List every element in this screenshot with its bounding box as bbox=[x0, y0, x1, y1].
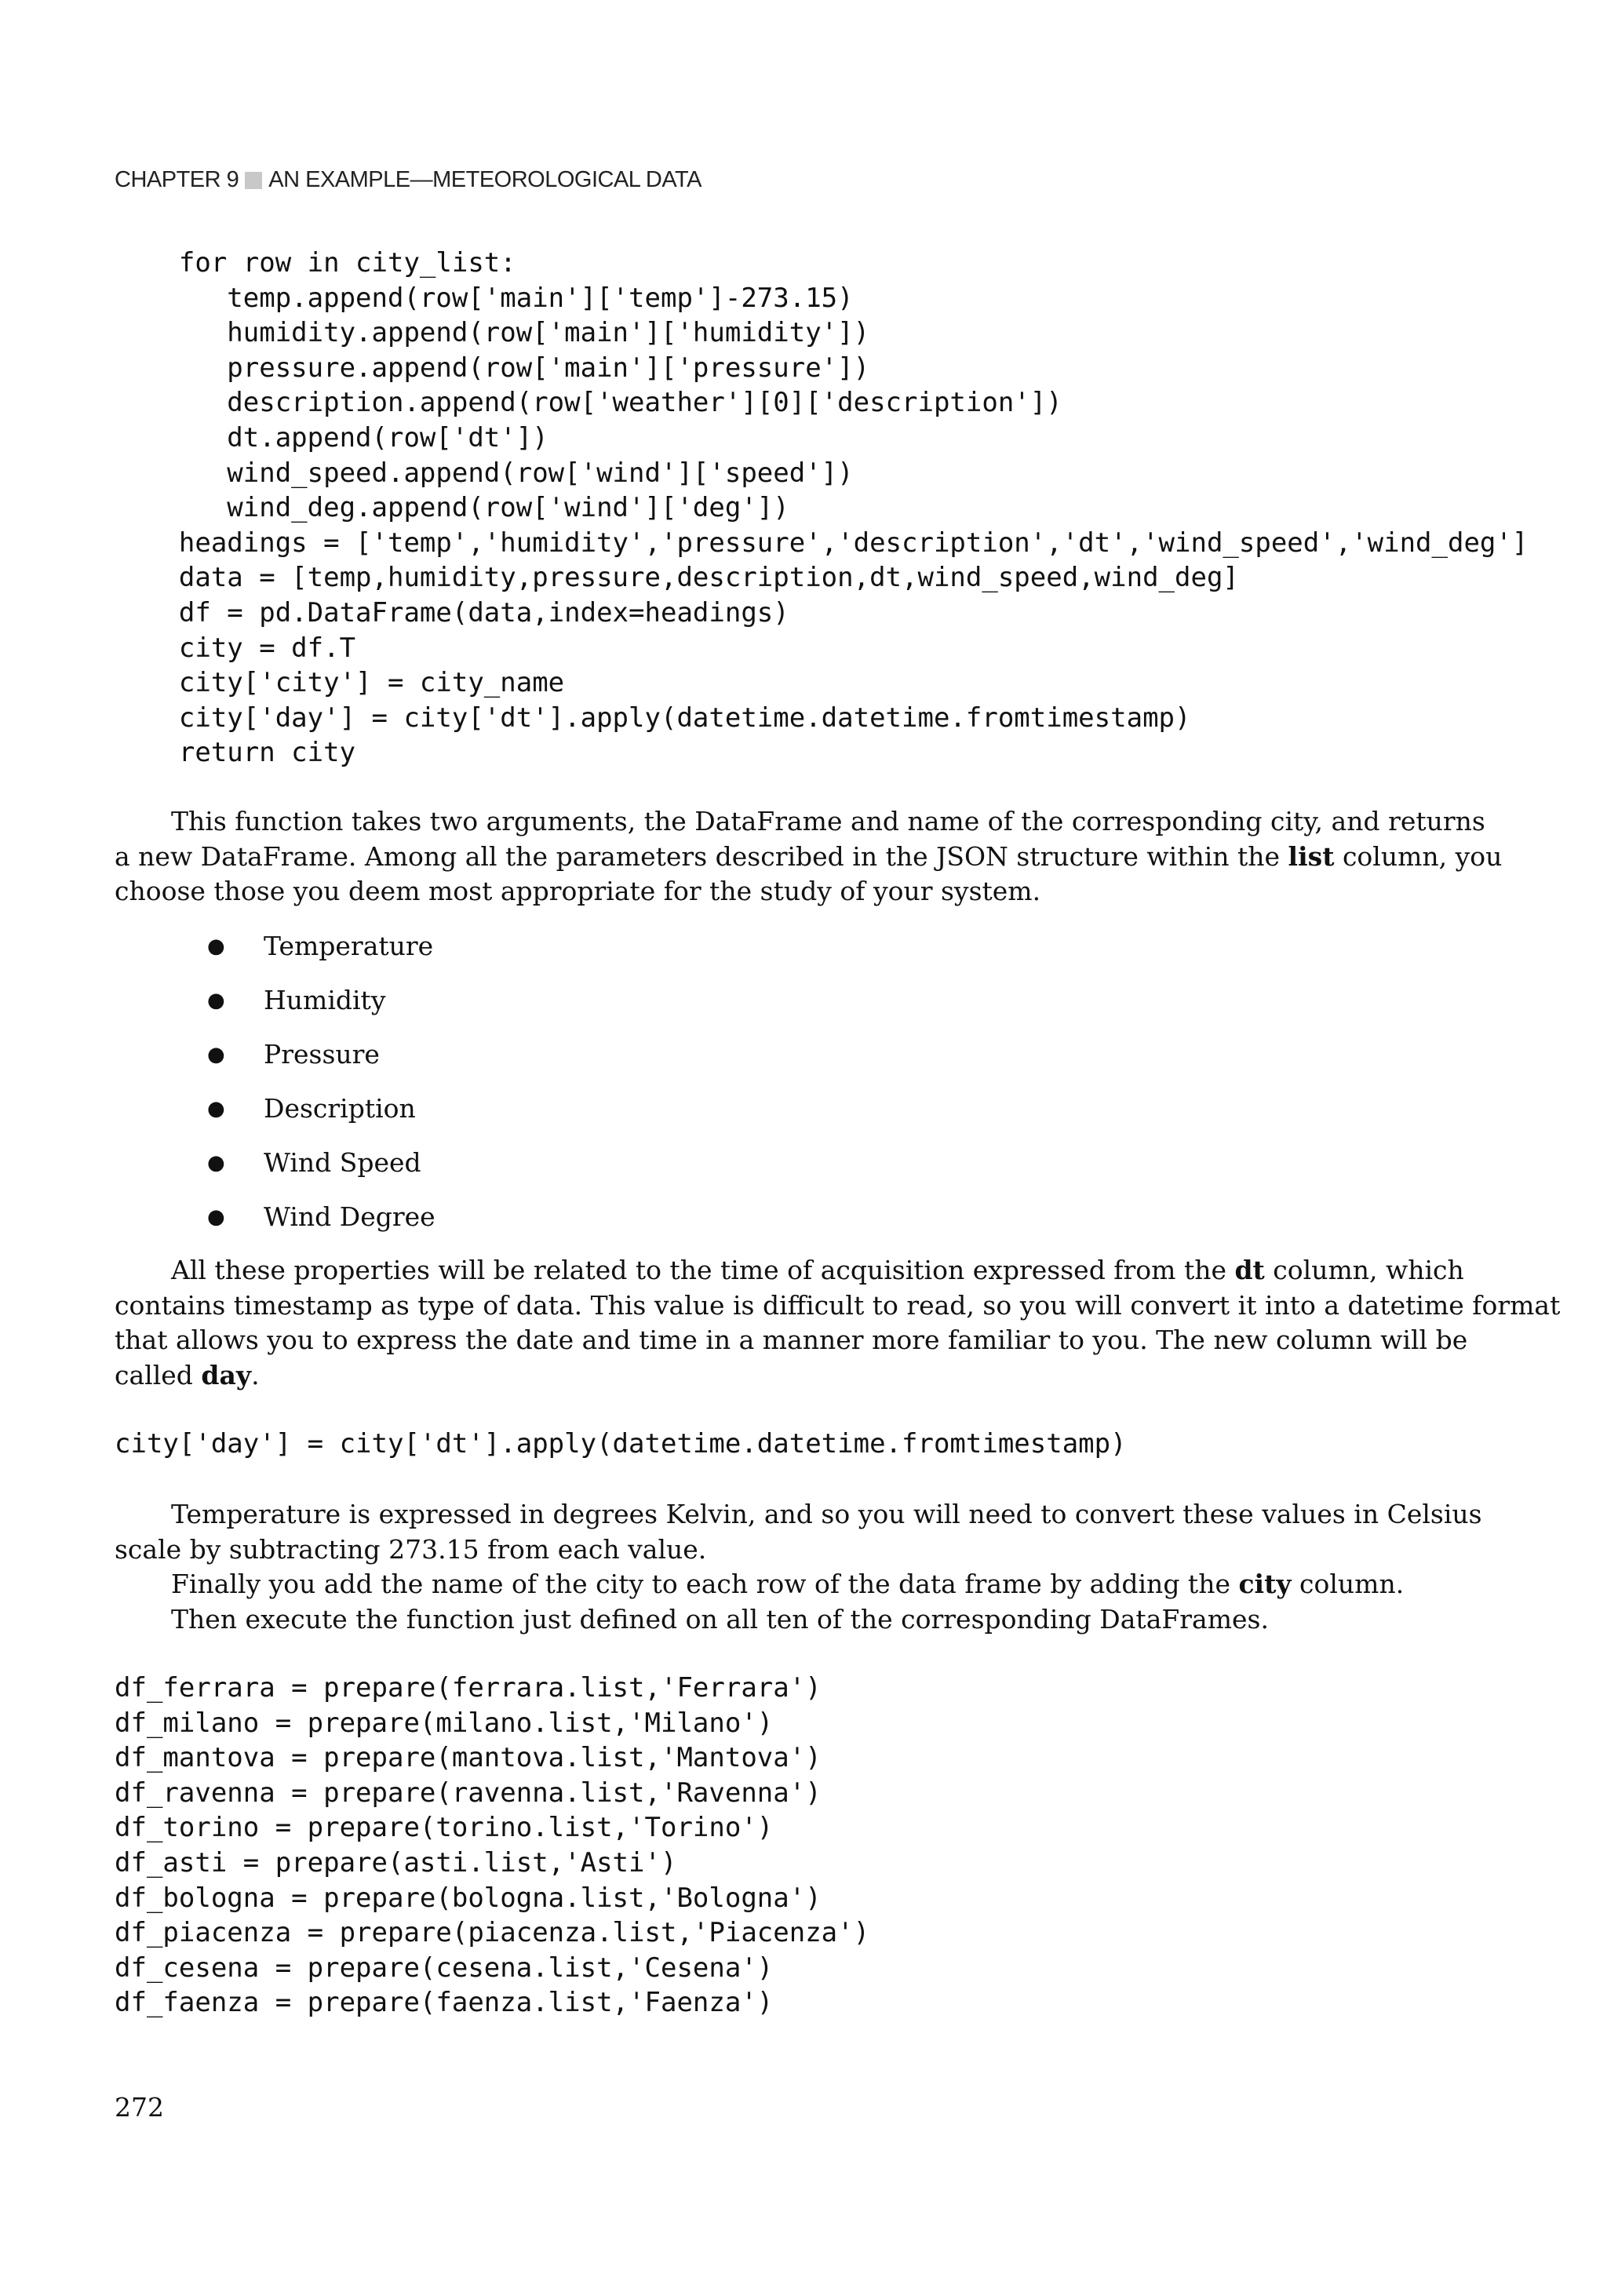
code-line: wind_deg.append(row['wind']['deg']) bbox=[115, 492, 789, 524]
text-run: All these properties will be related to the time of acquisition expressed from the bbox=[171, 1255, 1235, 1285]
paragraph-line: scale by subtracting 273.15 from each value. bbox=[115, 1533, 707, 1565]
paragraph-line: that allows you to express the date and time in a manner more familiar to you. The new column will be bbox=[115, 1325, 1468, 1356]
paragraph-line: Then execute the function just defined on all ten of the corresponding DataFrames. bbox=[171, 1603, 1269, 1635]
bold-term-dt: dt bbox=[1234, 1255, 1265, 1285]
parameter-bullet-list bbox=[207, 929, 435, 1254]
code-line: df_mantova = prepare(mantova.list,'Mantova') bbox=[115, 1742, 822, 1774]
code-line: data = [temp,humidity,pressure,description,dt,wind_speed,wind_deg] bbox=[115, 562, 1239, 594]
bullet-icon: ● bbox=[207, 1205, 225, 1229]
chapter-label: CHAPTER 9 bbox=[115, 167, 239, 192]
text-run: called bbox=[115, 1359, 202, 1390]
code-block-prepare-calls bbox=[115, 1671, 869, 2021]
text-run: column. bbox=[1291, 1569, 1405, 1600]
code-line: description.append(row['weather'][0]['description']) bbox=[115, 387, 1062, 419]
paragraph-line: contains timestamp as type of data. This value is difficult to read, so you will convert it into a datetime format bbox=[115, 1289, 1561, 1321]
running-header bbox=[115, 167, 701, 193]
bold-term-day: day bbox=[201, 1359, 252, 1390]
paragraph-temperature-conversion bbox=[115, 1497, 1482, 1637]
text-run: column, which bbox=[1264, 1255, 1464, 1285]
code-line: dt.append(row['dt']) bbox=[115, 421, 548, 454]
list-item-label: Wind Degree bbox=[264, 1201, 435, 1232]
code-line: for row in city_list: bbox=[115, 247, 516, 279]
code-line: city = df.T bbox=[115, 632, 356, 664]
code-line: humidity.append(row['main']['humidity']) bbox=[115, 317, 870, 349]
bullet-icon: ● bbox=[207, 1043, 225, 1066]
paragraph-time-of-acquisition bbox=[115, 1253, 1560, 1393]
bullet-icon: ● bbox=[207, 935, 225, 958]
code-line: df_faenza = prepare(faenza.list,'Faenza') bbox=[115, 1987, 774, 2019]
list-item bbox=[207, 1092, 435, 1146]
code-line: df_asti = prepare(asti.list,'Asti') bbox=[115, 1846, 677, 1879]
code-line: city['day'] = city['dt'].apply(datetime.datetime.fromtimestamp) bbox=[115, 702, 1191, 734]
code-line: city['city'] = city_name bbox=[115, 667, 565, 699]
paragraph-function-description bbox=[115, 804, 1502, 909]
code-line: df_cesena = prepare(cesena.list,'Cesena') bbox=[115, 1952, 774, 1984]
code-line: df_piacenza = prepare(piacenza.list,'Piacenza') bbox=[115, 1917, 870, 1949]
code-block-day-column bbox=[115, 1427, 1127, 1462]
paragraph-line bbox=[115, 840, 1502, 875]
list-item bbox=[207, 929, 435, 983]
list-item-label: Humidity bbox=[264, 985, 386, 1015]
code-line: return city bbox=[115, 737, 356, 769]
code-line: df_ferrara = prepare(ferrara.list,'Ferrara') bbox=[115, 1672, 822, 1704]
code-line: pressure.append(row['main']['pressure']) bbox=[115, 352, 870, 384]
page-number: 272 bbox=[115, 2092, 164, 2123]
code-line: city['day'] = city['dt'].apply(datetime.datetime.fromtimestamp) bbox=[115, 1428, 1127, 1460]
code-line: df_ravenna = prepare(ravenna.list,'Ravenna') bbox=[115, 1777, 822, 1809]
code-line: wind_speed.append(row['wind']['speed']) bbox=[115, 457, 854, 489]
code-line: df_milano = prepare(milano.list,'Milano') bbox=[115, 1707, 774, 1739]
text-run: column, you bbox=[1334, 840, 1503, 872]
bullet-icon: ● bbox=[207, 1151, 225, 1175]
bold-term-list: list bbox=[1288, 840, 1335, 872]
list-item-label: Wind Speed bbox=[264, 1147, 421, 1178]
paragraph-line: choose those you deem most appropriate for the study of your system. bbox=[115, 876, 1041, 907]
list-item-label: Description bbox=[264, 1093, 416, 1124]
paragraph-line bbox=[115, 1567, 1482, 1602]
text-run: Finally you add the name of the city to each row of the data frame by adding the bbox=[171, 1569, 1239, 1600]
list-item bbox=[207, 1146, 435, 1200]
paragraph-line: Temperature is expressed in degrees Kelvin, and so you will need to convert these values in Celsius bbox=[171, 1499, 1482, 1529]
code-line: headings = ['temp','humidity','pressure','description','dt','wind_speed','wind_deg'] bbox=[115, 527, 1529, 559]
bullet-icon: ● bbox=[207, 1097, 225, 1121]
paragraph-line bbox=[115, 1358, 1560, 1394]
list-item bbox=[207, 1037, 435, 1092]
list-item-label: Temperature bbox=[264, 931, 434, 961]
code-line: df_torino = prepare(torino.list,'Torino') bbox=[115, 1812, 774, 1844]
text-run: . bbox=[251, 1359, 260, 1390]
chapter-title: AN EXAMPLE—METEOROLOGICAL DATA bbox=[268, 167, 701, 192]
bold-term-city: city bbox=[1238, 1569, 1292, 1600]
paragraph-line: This function takes two arguments, the DataFrame and name of the corresponding city, and returns bbox=[171, 806, 1485, 836]
code-block-prepare-function bbox=[115, 246, 1528, 771]
list-item-label: Pressure bbox=[264, 1039, 380, 1070]
bullet-icon: ● bbox=[207, 989, 225, 1012]
code-line: df_bologna = prepare(bologna.list,'Bologna') bbox=[115, 1882, 822, 1914]
paragraph-line bbox=[115, 1253, 1560, 1288]
list-item bbox=[207, 1200, 435, 1254]
code-line: df = pd.DataFrame(data,index=headings) bbox=[115, 596, 789, 629]
list-item bbox=[207, 983, 435, 1037]
code-line: temp.append(row['main']['temp']-273.15) bbox=[115, 282, 854, 314]
text-run: a new DataFrame. Among all the parameters described in the JSON structure within the bbox=[115, 840, 1288, 872]
square-separator-icon bbox=[245, 172, 262, 189]
